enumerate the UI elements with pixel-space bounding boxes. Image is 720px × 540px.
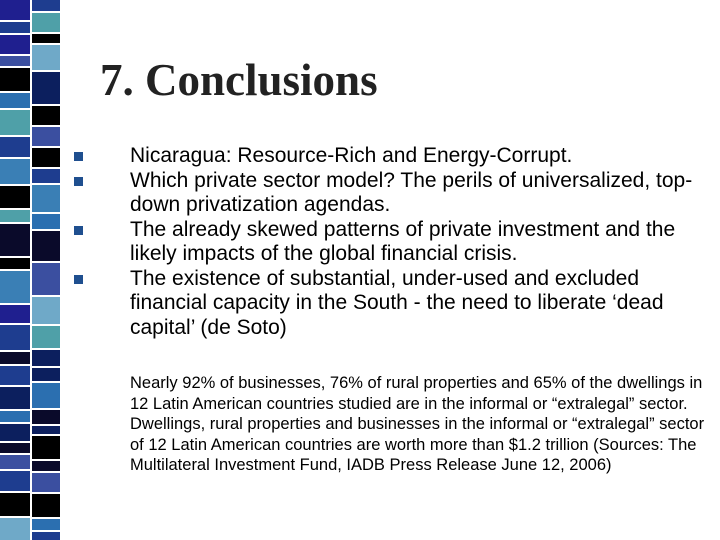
strip-block	[32, 263, 60, 295]
strip-block	[32, 72, 60, 104]
strip-block	[0, 305, 30, 323]
strip-block	[0, 93, 30, 108]
bullet-item	[74, 218, 714, 267]
square-bullet-icon	[74, 275, 83, 284]
strip-block	[0, 56, 30, 66]
strip-block	[32, 45, 60, 70]
bullet-text: The already skewed patterns of private investment and the likely impacts of the global financial crisis.	[130, 217, 676, 265]
strip-block	[0, 68, 30, 91]
strip-block	[0, 0, 30, 20]
strip-block	[32, 185, 60, 212]
strip-block	[0, 455, 30, 469]
square-bullet-icon	[74, 177, 83, 186]
strip-block	[32, 13, 60, 32]
strip-block	[0, 325, 30, 350]
bullet-text: The existence of substantial, under-used and excluded financial capacity in the South - the need to liberate ‘dead capital’ (de Soto)	[130, 266, 664, 339]
strip-block	[32, 231, 60, 261]
strip-block	[0, 443, 30, 453]
strip-block	[32, 127, 60, 146]
strip-block	[32, 461, 60, 471]
bullet-item	[74, 144, 714, 169]
strip-block	[32, 494, 60, 517]
strip-block	[32, 106, 60, 125]
strip-block	[32, 519, 60, 530]
strip-block	[0, 352, 30, 364]
strip-block	[32, 368, 60, 381]
strip-block	[0, 110, 30, 135]
strip-block	[0, 159, 30, 184]
strip-block	[0, 22, 30, 33]
strip-block	[32, 169, 60, 183]
strip-block	[0, 424, 30, 441]
strip-block	[32, 148, 60, 167]
strip-block	[32, 0, 60, 11]
strip-block	[0, 471, 30, 491]
strip-block	[32, 473, 60, 492]
decorative-side-strip	[0, 0, 62, 540]
strip-block	[0, 493, 30, 516]
bullet-text: Which private sector model? The perils of universalized, top-down privatization agendas.	[130, 168, 693, 216]
strip-block	[0, 258, 30, 269]
slide-title: 7. Conclusions	[100, 55, 378, 105]
strip-block	[32, 383, 60, 408]
strip-block	[32, 436, 60, 459]
square-bullet-icon	[74, 226, 83, 235]
strip-block	[0, 137, 30, 157]
bullet-item	[74, 169, 714, 218]
sources-note: Nearly 92% of businesses, 76% of rural properties and 65% of the dwellings in 12 Latin American countries studied are in the informal or “extralegal” sector. Dwellings, rural properties and businesses in the informal or “extralegal” sector of 12 Latin American countries are worth more than $1.2 trillion (Sources: The Multilateral Investment Fund, IADB Press Release June 12, 2006)	[130, 374, 705, 474]
bullet-list	[74, 144, 714, 340]
strip-block	[0, 271, 30, 303]
strip-block	[32, 426, 60, 434]
strip-block	[32, 297, 60, 324]
strip-block	[0, 186, 30, 208]
strip-block	[32, 214, 60, 229]
strip-block	[32, 326, 60, 348]
strip-block	[0, 411, 30, 422]
square-bullet-icon	[74, 152, 83, 161]
bullet-item	[74, 267, 714, 341]
strip-block	[32, 34, 60, 43]
strip-block	[32, 532, 60, 540]
strip-block	[0, 387, 30, 409]
bullet-text: Nicaragua: Resource-Rich and Energy-Corrupt.	[130, 144, 573, 167]
strip-block	[0, 224, 30, 256]
strip-block	[0, 35, 30, 54]
strip-block	[0, 366, 30, 385]
strip-block	[0, 210, 30, 222]
strip-block	[32, 410, 60, 424]
strip-block	[0, 518, 30, 540]
strip-block	[32, 350, 60, 366]
